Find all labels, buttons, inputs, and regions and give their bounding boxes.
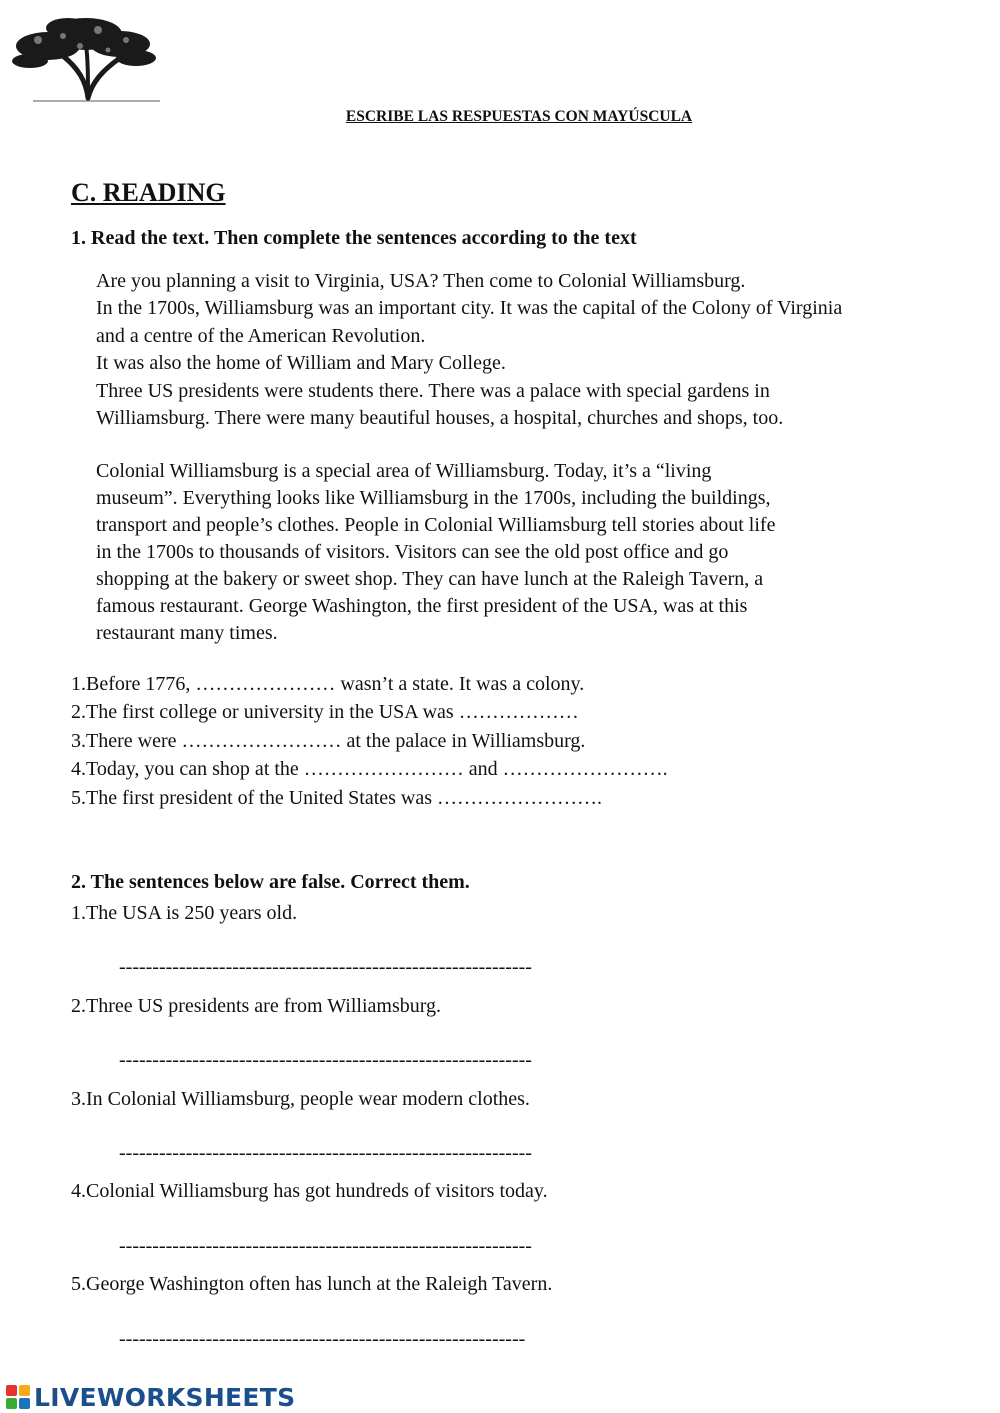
paragraph-line: It was also the home of William and Mary College.	[96, 352, 506, 375]
fill-sentence-5[interactable]: 5.The first president of the United States was …………………….	[71, 787, 603, 809]
paragraph-line: Three US presidents were students there. There was a palace with special gardens in	[96, 379, 770, 402]
tree-image	[8, 6, 163, 104]
liveworksheets-mark-icon	[5, 1384, 31, 1410]
false-sentence-5: 5.George Washington often has lunch at the Raleigh Tavern.	[71, 1273, 553, 1295]
paragraph-line: famous restaurant. George Washington, the first president of the USA, was at this	[96, 595, 748, 617]
paragraph-line: museum”. Everything looks like Williamsburg in the 1700s, including the buildings,	[96, 487, 771, 509]
fill-sentence-2[interactable]: 2.The first college or university in the USA was ………………	[71, 701, 579, 723]
answer-line-2[interactable]: --------------------------------------------------------------	[119, 1049, 532, 1071]
fill-sentence-1[interactable]: 1.Before 1776, ………………… wasn’t a state. It was a colony.	[71, 673, 585, 695]
reading-paragraph-1	[96, 268, 986, 432]
false-sentence-1: 1.The USA is 250 years old.	[71, 902, 298, 924]
liveworksheets-logo	[5, 1381, 295, 1413]
answer-line-5[interactable]: -------------------------------------------------------------	[119, 1328, 526, 1350]
paragraph-line: transport and people’s clothes. People in Colonial Williamsburg tell stories about life	[96, 514, 776, 536]
reading-paragraph-2	[96, 458, 986, 647]
paragraph-line: and a centre of the American Revolution.	[96, 324, 426, 347]
paragraph-line: Are you planning a visit to Virginia, USA? Then come to Colonial Williamsburg.	[96, 270, 746, 292]
fill-sentence-3[interactable]: 3.There were …………………… at the palace in Williamsburg.	[71, 730, 586, 752]
paragraph-line: shopping at the bakery or sweet shop. They can have lunch at the Raleigh Tavern, a	[96, 568, 764, 590]
fill-sentence-4[interactable]: 4.Today, you can shop at the …………………… and …………………….	[71, 758, 668, 780]
answer-line-1[interactable]: --------------------------------------------------------------	[119, 956, 532, 978]
false-sentence-2: 2.Three US presidents are from Williamsburg.	[71, 995, 442, 1017]
paragraph-line: Colonial Williamsburg is a special area of Williamsburg. Today, it’s a “living	[96, 460, 712, 482]
answer-line-4[interactable]: --------------------------------------------------------------	[119, 1235, 532, 1257]
section-title: C. READING	[71, 178, 226, 207]
paragraph-line: In the 1700s, Williamsburg was an important city. It was the capital of the Colony of Virginia	[96, 297, 843, 320]
false-sentence-3: 3.In Colonial Williamsburg, people wear modern clothes.	[71, 1088, 530, 1110]
task2-title: 2. The sentences below are false. Correct them.	[71, 871, 470, 893]
paragraph-line: in the 1700s to thousands of visitors. Visitors can see the old post office and go	[96, 541, 729, 563]
paragraph-line: Williamsburg. There were many beautiful houses, a hospital, churches and shops, too.	[96, 407, 784, 430]
answer-line-3[interactable]: --------------------------------------------------------------	[119, 1142, 532, 1164]
task1-title: 1. Read the text. Then complete the sentences according to the text	[71, 227, 637, 249]
paragraph-line: restaurant many times.	[96, 622, 278, 644]
brand-name: LIVEWORKSHEETS	[34, 1382, 296, 1412]
instruction-heading: ESCRIBE LAS RESPUESTAS CON MAYÚSCULA	[345, 108, 693, 125]
false-sentence-4: 4.Colonial Williamsburg has got hundreds of visitors today.	[71, 1180, 548, 1202]
